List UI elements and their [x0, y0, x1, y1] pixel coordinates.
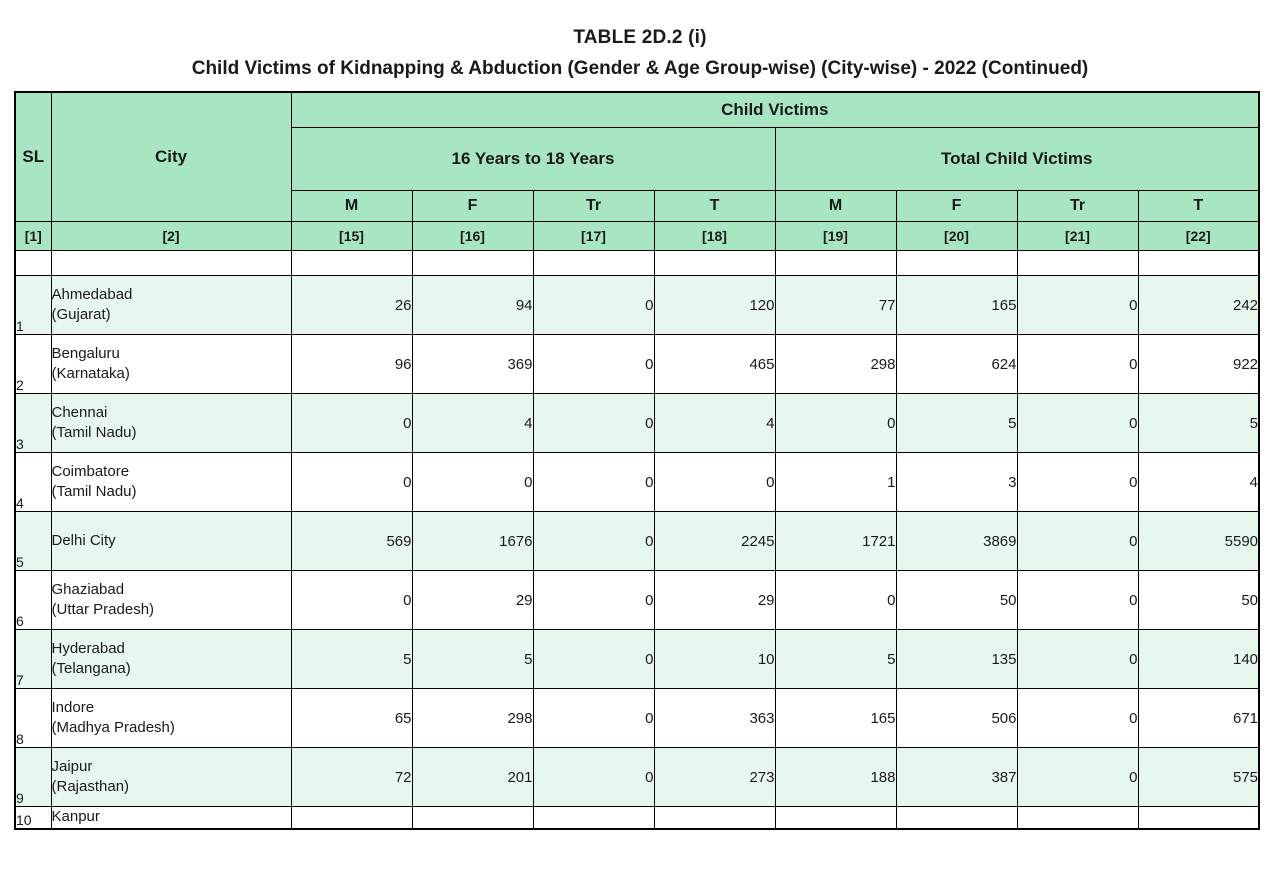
column-number-2: [2]: [51, 222, 291, 251]
cell-total-female: 3: [896, 453, 1017, 512]
table-number: TABLE 2D.2 (i): [573, 27, 707, 48]
cell-total-male: 1: [775, 453, 896, 512]
cell-total-total: 5: [1138, 394, 1259, 453]
cell-total-female: 50: [896, 571, 1017, 630]
table-row: [15, 689, 1259, 748]
cell-total-female: [896, 807, 1017, 829]
cell-age-transgender: 0: [533, 630, 654, 689]
header-age-group: 16 Years to 18 Years: [291, 128, 775, 191]
city-state: (Telangana): [51, 660, 131, 678]
cell-age-female: 4: [412, 394, 533, 453]
cell-age-male: 96: [291, 335, 412, 394]
header-age-female: F: [412, 191, 533, 222]
cell-age-transgender: 0: [533, 276, 654, 335]
cell-age-total: 29: [654, 571, 775, 630]
spacer-cell: [1138, 251, 1259, 276]
cell-age-total: 2245: [654, 512, 775, 571]
cell-age-total: 10: [654, 630, 775, 689]
cell-total-female: 506: [896, 689, 1017, 748]
table-row: [15, 512, 1259, 571]
table-row: [15, 748, 1259, 807]
header-age-transgender: Tr: [533, 191, 654, 222]
spacer-cell: [1017, 251, 1138, 276]
row-sl: 6: [15, 571, 51, 630]
cell-total-transgender: 0: [1017, 394, 1138, 453]
spacer-cell: [775, 251, 896, 276]
cell-total-total: 50: [1138, 571, 1259, 630]
city-name: Indore: [51, 699, 95, 717]
header-child-victims: Child Victims: [291, 92, 1259, 128]
row-city: [51, 689, 291, 748]
title-block: [0, 0, 1280, 81]
row-sl: 8: [15, 689, 51, 748]
cell-total-total: 922: [1138, 335, 1259, 394]
row-city: [51, 630, 291, 689]
cell-total-male: 165: [775, 689, 896, 748]
cell-age-female: 298: [412, 689, 533, 748]
column-number-1: [1]: [15, 222, 51, 251]
row-city: [51, 512, 291, 571]
cell-total-transgender: 0: [1017, 453, 1138, 512]
cell-age-male: 0: [291, 571, 412, 630]
cell-total-transgender: 0: [1017, 512, 1138, 571]
cell-age-transgender: 0: [533, 689, 654, 748]
cell-total-male: 1721: [775, 512, 896, 571]
city-state: (Uttar Pradesh): [51, 601, 155, 619]
cell-total-transgender: 0: [1017, 689, 1138, 748]
cell-age-female: 1676: [412, 512, 533, 571]
cell-total-transgender: 0: [1017, 276, 1138, 335]
row-sl: 9: [15, 748, 51, 807]
spacer-cell: [533, 251, 654, 276]
row-sl: 5: [15, 512, 51, 571]
table-row: [15, 453, 1259, 512]
spacer-cell: [896, 251, 1017, 276]
row-sl: 7: [15, 630, 51, 689]
cell-age-female: [412, 807, 533, 829]
row-city: [51, 453, 291, 512]
cell-age-total: 4: [654, 394, 775, 453]
cell-total-transgender: [1017, 807, 1138, 829]
cell-age-female: 369: [412, 335, 533, 394]
row-sl: 1: [15, 276, 51, 335]
row-sl: 3: [15, 394, 51, 453]
table-body: [15, 251, 1259, 829]
cell-total-female: 624: [896, 335, 1017, 394]
row-sl: 2: [15, 335, 51, 394]
cell-age-transgender: 0: [533, 453, 654, 512]
cell-age-male: 26: [291, 276, 412, 335]
spacer-cell: [412, 251, 533, 276]
city-name: Kanpur: [51, 808, 100, 826]
city-name: Ghaziabad: [51, 581, 125, 599]
cell-age-transgender: 0: [533, 512, 654, 571]
column-number-17: [17]: [533, 222, 654, 251]
row-city: [51, 335, 291, 394]
cell-total-male: 298: [775, 335, 896, 394]
header-city: City: [51, 92, 291, 222]
spacer-cell: [51, 251, 291, 276]
cell-total-female: 165: [896, 276, 1017, 335]
cell-age-total: 363: [654, 689, 775, 748]
cell-total-total: 4: [1138, 453, 1259, 512]
column-number-16: [16]: [412, 222, 533, 251]
cell-age-male: 569: [291, 512, 412, 571]
row-city: [51, 571, 291, 630]
cell-age-total: 0: [654, 453, 775, 512]
row-city: [51, 394, 291, 453]
cell-total-transgender: 0: [1017, 571, 1138, 630]
child-victims-table: [14, 91, 1260, 829]
cell-age-transgender: [533, 807, 654, 829]
spacer-cell: [654, 251, 775, 276]
table-header: [15, 92, 1259, 251]
row-sl: 4: [15, 453, 51, 512]
cell-total-male: 77: [775, 276, 896, 335]
cell-total-male: 0: [775, 571, 896, 630]
row-city: [51, 748, 291, 807]
city-state: (Madhya Pradesh): [51, 719, 175, 737]
header-total-child-victims: Total Child Victims: [775, 128, 1259, 191]
cell-age-transgender: 0: [533, 394, 654, 453]
cell-total-total: [1138, 807, 1259, 829]
cell-age-female: 5: [412, 630, 533, 689]
cell-total-total: 5590: [1138, 512, 1259, 571]
cell-age-male: 0: [291, 394, 412, 453]
table-row: [15, 807, 1259, 829]
cell-age-female: 0: [412, 453, 533, 512]
cell-age-male: 72: [291, 748, 412, 807]
city-state: (Karnataka): [51, 365, 130, 383]
cell-age-female: 94: [412, 276, 533, 335]
table-spacer-row: [15, 251, 1259, 276]
cell-total-total: 140: [1138, 630, 1259, 689]
header-age-total: T: [654, 191, 775, 222]
spacer-cell: [15, 251, 51, 276]
row-city: [51, 276, 291, 335]
column-number-22: [22]: [1138, 222, 1259, 251]
cell-total-total: 575: [1138, 748, 1259, 807]
cell-total-female: 135: [896, 630, 1017, 689]
cell-age-total: 465: [654, 335, 775, 394]
cell-total-male: 188: [775, 748, 896, 807]
table-row: [15, 571, 1259, 630]
cell-total-female: 3869: [896, 512, 1017, 571]
city-state: (Rajasthan): [51, 778, 130, 796]
cell-total-male: [775, 807, 896, 829]
city-name: Ahmedabad: [51, 286, 133, 304]
cell-total-transgender: 0: [1017, 748, 1138, 807]
column-number-18: [18]: [654, 222, 775, 251]
table-container: [0, 91, 1280, 829]
column-number-19: [19]: [775, 222, 896, 251]
cell-age-female: 201: [412, 748, 533, 807]
cell-age-female: 29: [412, 571, 533, 630]
cell-age-male: 65: [291, 689, 412, 748]
table-row: [15, 394, 1259, 453]
header-sl: SL: [15, 92, 51, 222]
city-name: Hyderabad: [51, 640, 125, 658]
header-total-transgender: Tr: [1017, 191, 1138, 222]
column-number-15: [15]: [291, 222, 412, 251]
city-name: Coimbatore: [51, 463, 130, 481]
cell-age-total: 120: [654, 276, 775, 335]
table-row: [15, 276, 1259, 335]
header-total-total: T: [1138, 191, 1259, 222]
cell-age-transgender: 0: [533, 335, 654, 394]
cell-total-female: 5: [896, 394, 1017, 453]
column-number-20: [20]: [896, 222, 1017, 251]
header-total-female: F: [896, 191, 1017, 222]
cell-total-total: 242: [1138, 276, 1259, 335]
cell-age-total: [654, 807, 775, 829]
cell-total-male: 0: [775, 394, 896, 453]
cell-age-transgender: 0: [533, 748, 654, 807]
cell-total-female: 387: [896, 748, 1017, 807]
city-name: Delhi City: [51, 532, 116, 550]
city-name: Chennai: [51, 404, 108, 422]
city-name: Jaipur: [51, 758, 93, 776]
cell-age-male: 5: [291, 630, 412, 689]
cell-age-total: 273: [654, 748, 775, 807]
cell-age-male: 0: [291, 453, 412, 512]
header-age-male: M: [291, 191, 412, 222]
table-row: [15, 630, 1259, 689]
cell-total-total: 671: [1138, 689, 1259, 748]
spacer-cell: [291, 251, 412, 276]
cell-age-male: [291, 807, 412, 829]
row-sl: 10: [15, 807, 51, 829]
city-state: (Gujarat): [51, 306, 111, 324]
city-name: Bengaluru: [51, 345, 120, 363]
city-state: (Tamil Nadu): [51, 424, 137, 442]
cell-total-male: 5: [775, 630, 896, 689]
table-caption: Child Victims of Kidnapping & Abduction (Gender & Age Group-wise) (City-wise) - 2022 (Continued): [191, 57, 1089, 79]
table-row: [15, 335, 1259, 394]
row-city: [51, 807, 291, 829]
cell-total-transgender: 0: [1017, 335, 1138, 394]
cell-total-transgender: 0: [1017, 630, 1138, 689]
city-state: (Tamil Nadu): [51, 483, 137, 501]
header-total-male: M: [775, 191, 896, 222]
column-number-21: [21]: [1017, 222, 1138, 251]
cell-age-transgender: 0: [533, 571, 654, 630]
